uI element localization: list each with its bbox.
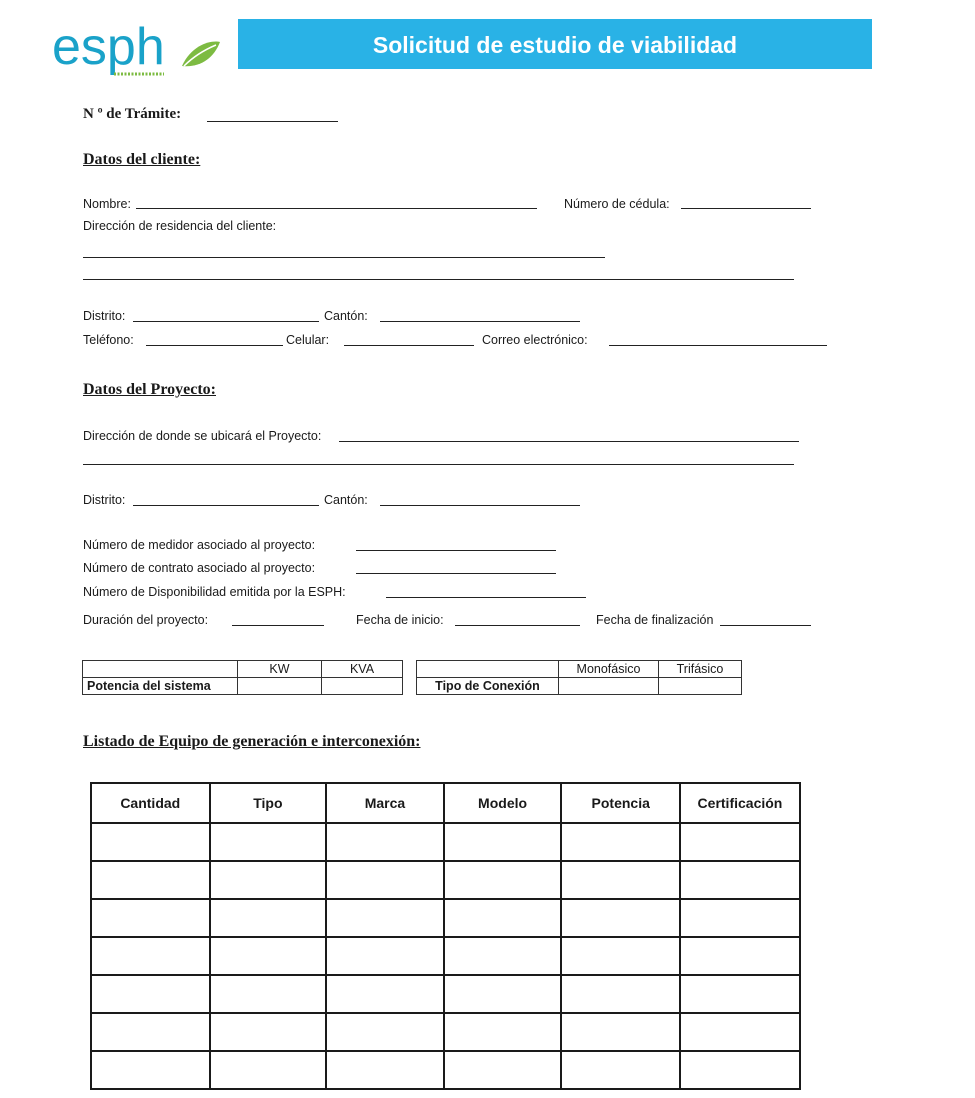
table-cell[interactable] — [326, 1051, 443, 1089]
table-cell[interactable] — [91, 899, 210, 937]
table-cell[interactable] — [561, 861, 679, 899]
table-cell[interactable] — [326, 937, 443, 975]
table-cell[interactable] — [680, 1013, 800, 1051]
col-cantidad: Cantidad — [91, 783, 210, 823]
table-cell[interactable] — [91, 1013, 210, 1051]
equipo-header-row — [91, 783, 800, 823]
correo-field[interactable] — [609, 345, 827, 346]
equipo-table — [90, 782, 801, 1090]
table-cell[interactable] — [680, 975, 800, 1013]
table-row — [91, 937, 800, 975]
table-row — [91, 975, 800, 1013]
direccion-proyecto-label: Dirección de donde se ubicará el Proyecto: — [83, 429, 322, 443]
table-cell[interactable] — [210, 861, 327, 899]
nombre-field[interactable] — [136, 208, 537, 209]
medidor-field[interactable] — [356, 550, 556, 551]
kva-input-cell[interactable] — [322, 678, 403, 695]
table-cell[interactable] — [561, 1013, 679, 1051]
table-row — [91, 899, 800, 937]
cedula-field[interactable] — [681, 208, 811, 209]
table-cell[interactable] — [444, 1051, 562, 1089]
tramite-field[interactable] — [207, 121, 338, 122]
col-tipo: Tipo — [210, 783, 327, 823]
celular-field[interactable] — [344, 345, 474, 346]
page-title: Solicitud de estudio de viabilidad — [372, 32, 738, 58]
distrito-cliente-field[interactable] — [133, 321, 319, 322]
table-row — [91, 1051, 800, 1089]
table-cell[interactable] — [210, 937, 327, 975]
table-row — [91, 1013, 800, 1051]
esph-logo — [52, 14, 222, 84]
cliente-heading: Datos del cliente: — [83, 151, 201, 168]
title-banner — [238, 19, 872, 69]
cedula-label: Número de cédula: — [564, 197, 670, 211]
conexion-table — [416, 660, 742, 695]
tramite-label: N º de Trámite: — [83, 106, 182, 122]
table-cell[interactable] — [326, 823, 443, 861]
telefono-field[interactable] — [146, 345, 283, 346]
direccion-cliente-field-1[interactable] — [83, 257, 605, 258]
table-cell[interactable] — [210, 823, 327, 861]
correo-label: Correo electrónico: — [482, 333, 588, 347]
monofasico-header: Monofásico — [559, 661, 659, 678]
table-cell[interactable] — [680, 899, 800, 937]
table-cell[interactable] — [91, 937, 210, 975]
col-certificacion: Certificación — [680, 783, 800, 823]
table-cell[interactable] — [210, 899, 327, 937]
proyecto-heading: Datos del Proyecto: — [83, 381, 216, 398]
medidor-label: Número de medidor asociado al proyecto: — [83, 538, 316, 552]
col-marca: Marca — [326, 783, 443, 823]
conexion-header-empty — [417, 661, 559, 678]
table-cell[interactable] — [444, 937, 562, 975]
distrito-proyecto-label: Distrito: — [83, 493, 126, 507]
direccion-proyecto-field-1[interactable] — [339, 441, 799, 442]
table-row — [91, 823, 800, 861]
table-cell[interactable] — [91, 861, 210, 899]
table-cell[interactable] — [680, 1051, 800, 1089]
table-cell[interactable] — [444, 861, 562, 899]
trifasico-header: Trifásico — [659, 661, 742, 678]
direccion-cliente-label: Dirección de residencia del cliente: — [83, 219, 277, 233]
conexion-row-label: Tipo de Conexión — [417, 678, 559, 695]
equipo-heading: Listado de Equipo de generación e interconexión: — [83, 733, 421, 750]
kw-input-cell[interactable] — [238, 678, 322, 695]
table-cell[interactable] — [210, 1013, 327, 1051]
table-row — [91, 861, 800, 899]
contrato-field[interactable] — [356, 573, 556, 574]
logo-text: esph — [52, 18, 165, 76]
duracion-field[interactable] — [232, 625, 324, 626]
table-cell[interactable] — [680, 861, 800, 899]
direccion-cliente-field-2[interactable] — [83, 279, 794, 280]
disponibilidad-field[interactable] — [386, 597, 586, 598]
table-cell[interactable] — [326, 975, 443, 1013]
fecha-fin-label: Fecha de finalización — [596, 613, 714, 627]
disponibilidad-label: Número de Disponibilidad emitida por la ESPH: — [83, 585, 346, 599]
table-cell[interactable] — [561, 937, 679, 975]
telefono-label: Teléfono: — [83, 333, 134, 347]
distrito-cliente-label: Distrito: — [83, 309, 126, 323]
canton-proyecto-label: Cantón: — [324, 493, 368, 507]
table-cell[interactable] — [561, 1051, 679, 1089]
celular-label: Celular: — [286, 333, 330, 347]
col-potencia: Potencia — [561, 783, 679, 823]
potencia-table — [82, 660, 403, 695]
table-cell[interactable] — [210, 1051, 327, 1089]
direccion-proyecto-field-2[interactable] — [83, 464, 794, 465]
table-cell[interactable] — [444, 1013, 562, 1051]
contrato-label: Número de contrato asociado al proyecto: — [83, 561, 316, 575]
esph-logo-graphic — [52, 14, 222, 84]
trifasico-input-cell[interactable] — [659, 678, 742, 695]
fecha-inicio-field[interactable] — [455, 625, 580, 626]
canton-cliente-field[interactable] — [380, 321, 580, 322]
table-cell[interactable] — [444, 899, 562, 937]
table-cell[interactable] — [91, 975, 210, 1013]
table-cell[interactable] — [326, 1013, 443, 1051]
canton-cliente-label: Cantón: — [324, 309, 368, 323]
fecha-inicio-label: Fecha de inicio: — [356, 613, 444, 627]
nombre-label: Nombre: — [83, 197, 131, 211]
fecha-fin-field[interactable] — [720, 625, 811, 626]
table-cell[interactable] — [91, 1051, 210, 1089]
table-cell[interactable] — [561, 899, 679, 937]
table-cell[interactable] — [444, 823, 562, 861]
table-cell[interactable] — [680, 823, 800, 861]
col-modelo: Modelo — [444, 783, 562, 823]
kw-header: KW — [238, 661, 322, 678]
table-cell[interactable] — [210, 975, 327, 1013]
table-cell[interactable] — [91, 823, 210, 861]
table-cell[interactable] — [680, 937, 800, 975]
table-cell[interactable] — [561, 823, 679, 861]
potencia-row-label: Potencia del sistema — [83, 678, 238, 695]
distrito-proyecto-field[interactable] — [133, 505, 319, 506]
duracion-label: Duración del proyecto: — [83, 613, 209, 627]
canton-proyecto-field[interactable] — [380, 505, 580, 506]
kva-header: KVA — [322, 661, 403, 678]
table-cell[interactable] — [444, 975, 562, 1013]
potencia-header-empty — [83, 661, 238, 678]
table-cell[interactable] — [561, 975, 679, 1013]
table-cell[interactable] — [326, 861, 443, 899]
table-cell[interactable] — [326, 899, 443, 937]
monofasico-input-cell[interactable] — [559, 678, 659, 695]
